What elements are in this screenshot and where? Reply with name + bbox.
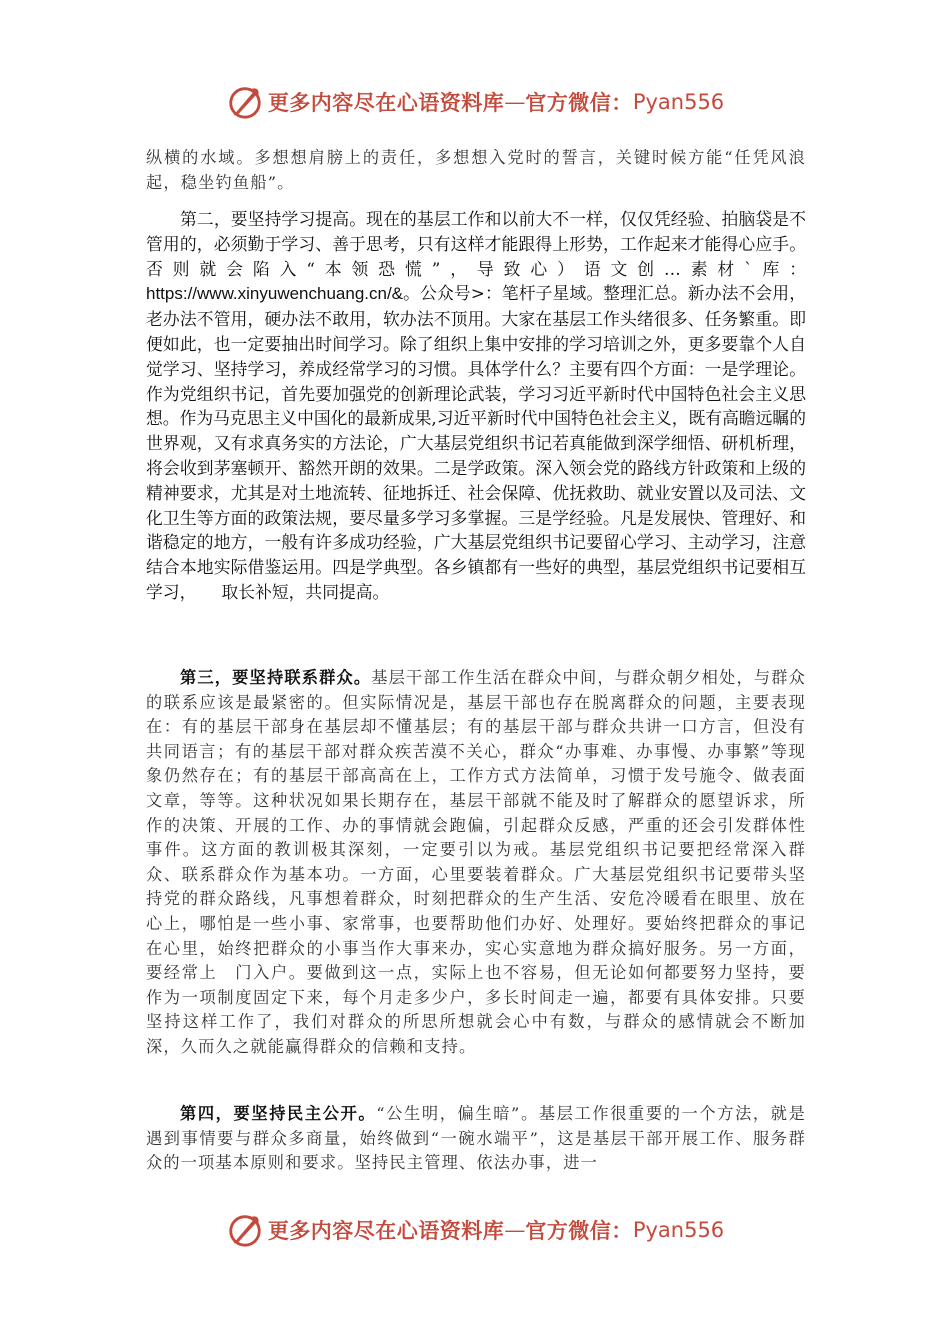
paragraph-2: [146, 666, 806, 1060]
quill-logo-icon: [226, 1211, 264, 1249]
paragraph-lead: 第三，要坚持联系群众。: [180, 668, 372, 687]
paragraph-body: “公生明，偏生暗”。基层工作很重要的一个方法，就是遇到事情要与群众多商量，始终做到“一碗水端平”，这是基层干部开展工作、服务群众的一项基本原则和要求。坚持民主管理、依法办事，进一: [146, 1104, 806, 1173]
banner-title: 更多内容尽在心语资料库: [267, 1218, 505, 1243]
banner-wechat-id: Pyan556: [632, 90, 725, 114]
banner-wechat-label: 官方微信：: [525, 90, 633, 115]
paragraph-0: [146, 146, 806, 195]
banner-wechat-id: Pyan556: [632, 1218, 725, 1242]
banner-separator: —: [504, 90, 526, 114]
footer-banner: [0, 1210, 950, 1250]
paragraph-text-part: 。公众号>：笔杆子星域。整理汇总。新办法不会用，老办法不管用，硬办法不敢用，软办法不顶用。大家在基层工作头绪很多、任务繁重。即便如此，也一定要抽出时间学习。除了组织上集中安排的学习培训之外，更多要靠个人自觉学习、坚持学习，养成经常学习的习惯。具体学什么？主要有四个方面：一是学理论。作为党组织书记，首先要加强党的创新理论武装，学习习近平新时代中国特色社会主义思想。作为马克思主义中国化的最新成果,习近平新时代中国特色社会主义，既有高瞻远瞩的世界观，又有求真务实的方法论，广大基层党组织书记若真能做到深学细悟、研机析理，将会收到茅塞顿开、豁然开朗的效果。二是学政策。深入领会党的路线方针政策和上级的精神要求，尤其是对土地流转、征地拆迁、社会保障、优抚救助、就业安置以及司法、文化卫生等方面的政策法规，要尽量多学习多掌握。三是学经验。凡是发展快、管理好、和谐稳定的地方，一般有许多成功经验，广大基层党组织书记要留心学习、主动学习，注意结合本地实际借鉴运用。四是学典型。各乡镇都有一些好的典型，基层党组织书记要相互学习， 取长补短，共同提高。: [146, 283, 806, 602]
paragraph-1: [146, 207, 806, 605]
paragraph-text: [146, 666, 806, 1060]
banner-title: 更多内容尽在心语资料库: [267, 90, 505, 115]
quill-logo-icon: [226, 83, 264, 121]
paragraph-text: 纵横的水域。多想想肩膀上的责任，多想想入党时的誓言，关键时候方能“任凭风浪起，稳坐钓鱼船”。: [146, 148, 806, 192]
paragraph-body: 基层干部工作生活在群众中间，与群众朝夕相处，与群众的联系应该是最紧密的。但实际情况是，基层干部也存在脱离群众的问题，主要表现在：有的基层干部身在基层却不懂基层；有的基层干部与群众共讲一口方言，但没有共同语言；有的基层干部对群众疾苦漠不关心，群众“办事难、办事慢、办事繁”等现象仍然存在；有的基层干部高高在上，工作方式方法简单，习惯于发号施令、做表面文章，等等。这种状况如果长期存在，基层干部就不能及时了解群众的愿望诉求，所作的决策、开展的工作、办的事情就会跑偏，引起群众反感，严重的还会引发群体性事件。这方面的教训极其深刻，一定要引以为戒。基层党组织书记要把经常深入群众、联系群众作为基本功。一方面，心里要装着群众。广大基层党组织书记要带头坚持党的群众路线，凡事想着群众，时刻把群众的生产生活、安危冷暖看在眼里、放在心上，哪怕是一些小事、家常事，也要帮助他们办好、处理好。要始终把群众的事记在心里，始终把群众的小事当作大事来办，实心实意地为群众搞好服务。另一方面，要经常上 门入户。要做到这一点，实际上也不容易，但无论如何都要努力坚持，要作为一项制度固定下来，每个月走多少户，多长时间走一遍，都要有具体安排。只要坚持这样工作了，我们对群众的所思所想就会心中有数，与群众的感情就会不断加深，久而久之就能赢得群众的信赖和支持。: [146, 668, 806, 1056]
paragraph-3: [146, 1102, 806, 1176]
url-text: https://www.xinyuwenchuang.cn/&: [146, 284, 404, 304]
paragraph-text: [146, 207, 806, 605]
paragraph-text: [146, 1102, 806, 1176]
banner-separator: —: [504, 1218, 526, 1242]
paragraph-text-part: 第二，要坚持学习提高。现在的基层工作和以前大不一样，仅仅凭经验、拍脑袋是不管用的，必须勤于学习、善于思考，只有这样才能跟得上形势，工作起来才能得心应手。否则就会陷入“本领恐慌”，导致心）语文创…素材`库：: [146, 209, 806, 279]
banner-wechat-label: 官方微信：: [525, 1218, 633, 1243]
header-banner: [0, 82, 950, 122]
paragraph-lead: 第四，要坚持民主公开。: [180, 1104, 377, 1123]
